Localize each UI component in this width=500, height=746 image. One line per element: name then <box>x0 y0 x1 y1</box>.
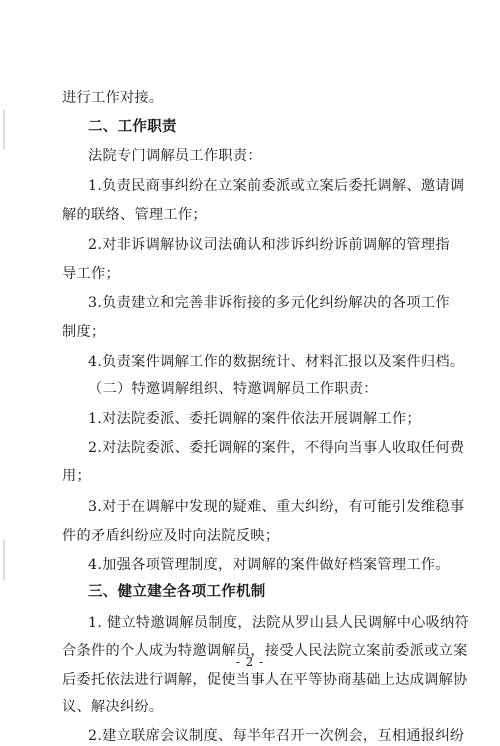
section-heading: 三、健立建全各项工作机制 <box>88 584 266 600</box>
paragraph-line: 进行工作对接。 <box>62 90 164 106</box>
paragraph-line: 用； <box>62 468 91 484</box>
paragraph-line: 2.对非诉调解协议司法确认和涉诉纠纷诉前调解的管理指 <box>88 237 450 253</box>
page-number: - 2 - <box>235 655 265 669</box>
paragraph-line: 导工作； <box>62 266 120 282</box>
paragraph-line: 制度； <box>62 324 106 340</box>
paragraph-line: 3.负责建立和完善非诉衔接的多元化纠纷解决的各项工作 <box>88 295 450 311</box>
binding-mark <box>3 110 5 150</box>
paragraph-line: 1.负责民商事纠纷在立案前委派或立案后委托调解、邀请调 <box>88 178 465 194</box>
paragraph-line: 后委托依法进行调解，促使当事人在平等协商基础上达成调解协 <box>62 672 468 688</box>
paragraph-line: 合条件的个人成为特邀调解员，接受人民法院立案前委派或立案 <box>62 643 468 659</box>
paragraph-line: 1. 健立特邀调解员制度，法院从罗山县人民调解中心吸纳符 <box>88 615 470 631</box>
paragraph-line: 3.对于在调解中发现的疑难、重大纠纷，有可能引发维稳事 <box>88 499 465 515</box>
paragraph-line: 4.负责案件调解工作的数据统计、材料汇报以及案件归档。 <box>88 354 465 370</box>
subsection-heading: （二）特邀调解组织、特邀调解员工作职责： <box>88 381 378 397</box>
section-heading: 二、工作职责 <box>88 119 177 135</box>
paragraph-line: 件的矛盾纠纷应及时向法院反映； <box>62 528 280 544</box>
paragraph-line: 2.建立联席会议制度、每半年召开一次例会，互相通报纠纷 <box>88 728 465 744</box>
paragraph-line: 议、解决纠纷。 <box>62 699 164 715</box>
paragraph-line: 法院专门调解员工作职责： <box>88 148 262 164</box>
paragraph-line: 解的联络、管理工作； <box>62 207 207 223</box>
paragraph-line: 2.对法院委派、委托调解的案件，不得向当事人收取任何费 <box>88 440 465 456</box>
paragraph-line: 4.加强各项管理制度，对调解的案件做好档案管理工作。 <box>88 557 450 573</box>
binding-mark <box>3 540 5 580</box>
paragraph-line: 1.对法院委派、委托调解的案件依法开展调解工作； <box>88 411 421 427</box>
